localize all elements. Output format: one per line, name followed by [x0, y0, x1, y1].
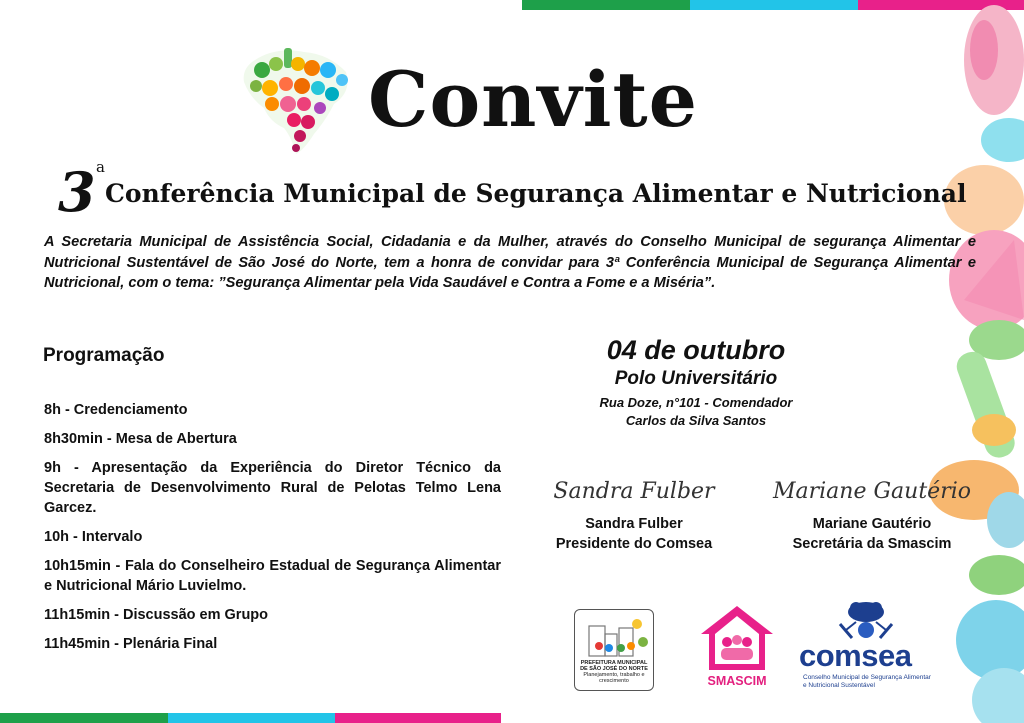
intro-paragraph: A Secretaria Municipal de Assistência Social, Cidadania e da Mulher, através do Conselho Municipal de segurança Alimentar e Nutricional Sustentável de São José do Norte, tem a honra de convidar para 3ª Conferência Municipal de Segurança Alimentar e Nutricional, com o tema: ”Segurança Alimentar pela Vida Saudável e Contra a Fome e a Miséria”.	[44, 234, 976, 291]
smascim-label: SMASCIM	[707, 674, 767, 688]
signatory-role: Secretária da Smascim	[792, 536, 952, 552]
schedule-item: 10h15min - Fala do Conselheiro Estadual de Segurança Alimentar e Nutricional Mário Luvielmo.	[44, 558, 501, 594]
signatory-role: Presidente do Comsea	[555, 536, 713, 552]
signatory-name: Sandra Fulber	[585, 516, 683, 532]
signature-block-mariane	[772, 470, 972, 554]
conference-title: Conferência Municipal de Segurança Alimentar e Nutricional	[105, 179, 967, 208]
comsea-caption-line2: e Nutricional Sustentável	[803, 681, 875, 689]
top-stripe-cyan	[690, 0, 858, 10]
handwritten-signature: Sandra Fulber	[553, 479, 715, 504]
conference-ordinal-number: 3	[58, 160, 96, 224]
city-buildings-icon	[575, 614, 653, 662]
schedule-item: 11h15min - Discussão em Grupo	[44, 607, 269, 623]
signatory-name: Mariane Gautério	[812, 516, 932, 532]
event-details	[560, 334, 832, 430]
page-title: Convite	[368, 55, 698, 144]
bottom-stripe-magenta	[335, 713, 501, 723]
top-stripe-green	[522, 0, 690, 10]
comsea-caption-line1: Conselho Municipal de Segurança Alimentar	[803, 674, 931, 681]
produce-decoration	[914, 0, 1024, 723]
signature-block-sandra	[534, 470, 734, 554]
prefeitura-caption	[575, 660, 653, 684]
schedule-item: 10h - Intervalo	[44, 529, 143, 545]
program-heading: Programação	[43, 345, 165, 366]
comsea-wordmark: comsea	[799, 638, 912, 673]
prefeitura-line3: Planejamento, trabalho e crescimento	[583, 672, 645, 684]
program-schedule	[44, 400, 501, 663]
comsea-caption	[803, 674, 933, 689]
brazil-produce-logo	[234, 42, 354, 157]
schedule-item: 11h45min - Plenária Final	[44, 636, 218, 652]
smascim-house-logo	[699, 604, 775, 674]
conference-heading	[58, 158, 978, 224]
event-date: 04 de outubro	[606, 335, 786, 365]
event-address-line2: Carlos da Silva Santos	[625, 413, 767, 428]
bottom-stripe-cyan	[168, 713, 335, 723]
event-venue: Polo Universitário	[614, 368, 778, 389]
conference-ordinal-suffix: a	[96, 158, 105, 176]
schedule-item: 8h30min - Mesa de Abertura	[44, 431, 237, 447]
prefeitura-logo	[574, 609, 654, 691]
event-address-line1: Rua Doze, n°101 - Comendador	[599, 395, 793, 410]
prefeitura-line1: PREFEITURA MUNICIPAL	[580, 660, 648, 666]
bottom-stripe-green	[0, 713, 168, 723]
schedule-item: 9h - Apresentação da Experiência do Diretor Técnico da Secretaria de Desenvolvimento Rural de Pelotas Telmo Lena Garcez.	[44, 460, 501, 516]
schedule-item: 8h - Credenciamento	[44, 402, 188, 418]
prefeitura-line2: DE SÃO JOSÉ DO NORTE	[580, 666, 648, 672]
comsea-chef-logo	[826, 600, 906, 642]
handwritten-signature: Mariane Gautério	[772, 479, 971, 504]
